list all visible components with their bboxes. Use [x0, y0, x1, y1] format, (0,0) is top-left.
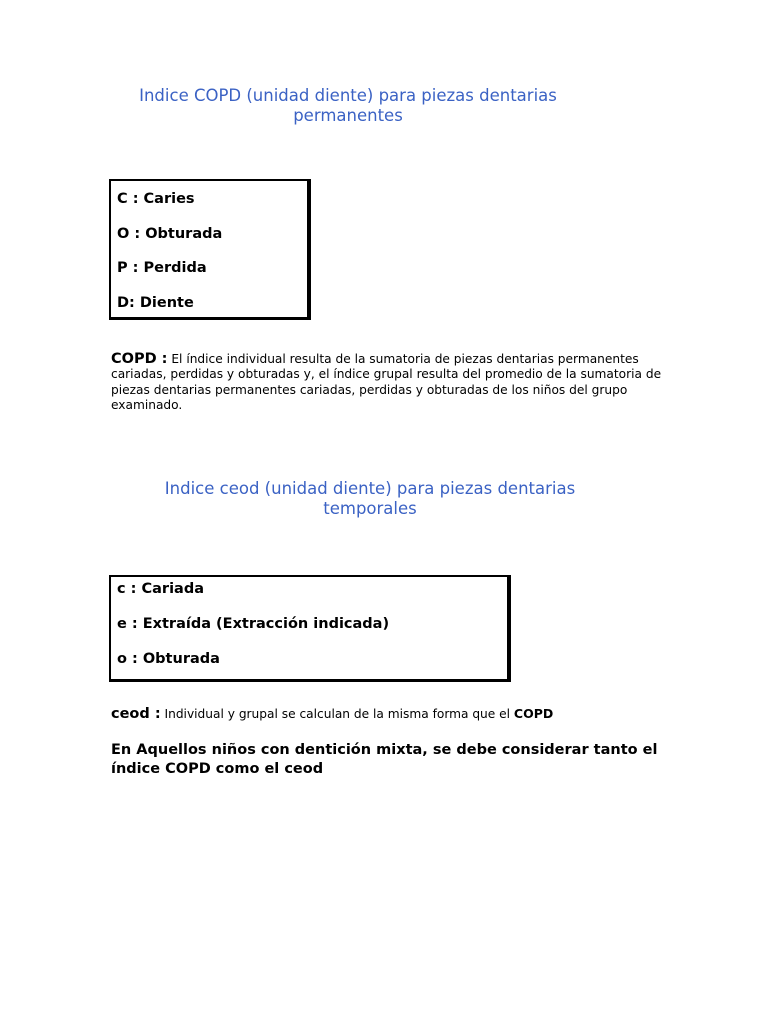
- ceod-legend-box: [109, 575, 511, 682]
- copd-definition-text: El índice individual resulta de la sumatoria de piezas dentarias permanentes cariadas, perdidas y obturadas y, el índice grupal resulta del promedio de la sumatoria de piezas dentarias permanentes cariadas, perdidas y obturadas de los niños del grupo examinado.: [111, 352, 662, 413]
- legend-item-extraida: e : Extraída (Extracción indicada): [117, 616, 390, 632]
- temporary-index-title-line-2: temporales: [323, 499, 417, 518]
- legend-item-obturada: O : Obturada: [117, 226, 223, 242]
- permanent-index-title-line-1: Indice COPD (unidad diente) para piezas dentarias: [139, 86, 557, 105]
- copd-definition-term: COPD :: [111, 351, 168, 367]
- legend-item-caries: C : Caries: [117, 191, 195, 207]
- ceod-definition: [111, 706, 671, 722]
- temporary-index-title: [140, 479, 600, 519]
- legend-item-diente: D: Diente: [117, 295, 194, 311]
- permanent-index-title: [112, 86, 584, 126]
- legend-item-cariada: c : Cariada: [117, 581, 204, 597]
- copd-legend-box: [109, 179, 311, 320]
- mixed-dentition-note: En Aquellos niños con dentición mixta, se debe considerar tanto el índice COPD como el ceod: [111, 742, 658, 777]
- ceod-definition-text: Individual y grupal se calculan de la misma forma que el: [164, 707, 511, 721]
- legend-item-obturada-temporal: o : Obturada: [117, 651, 220, 667]
- ceod-definition-term: ceod :: [111, 706, 161, 722]
- legend-item-perdida: P : Perdida: [117, 260, 207, 276]
- ceod-definition-reference: COPD: [513, 706, 554, 721]
- temporary-index-title-line-1: Indice ceod (unidad diente) para piezas dentarias: [164, 479, 576, 498]
- copd-definition: [111, 352, 671, 414]
- permanent-index-title-line-2: permanentes: [293, 106, 403, 125]
